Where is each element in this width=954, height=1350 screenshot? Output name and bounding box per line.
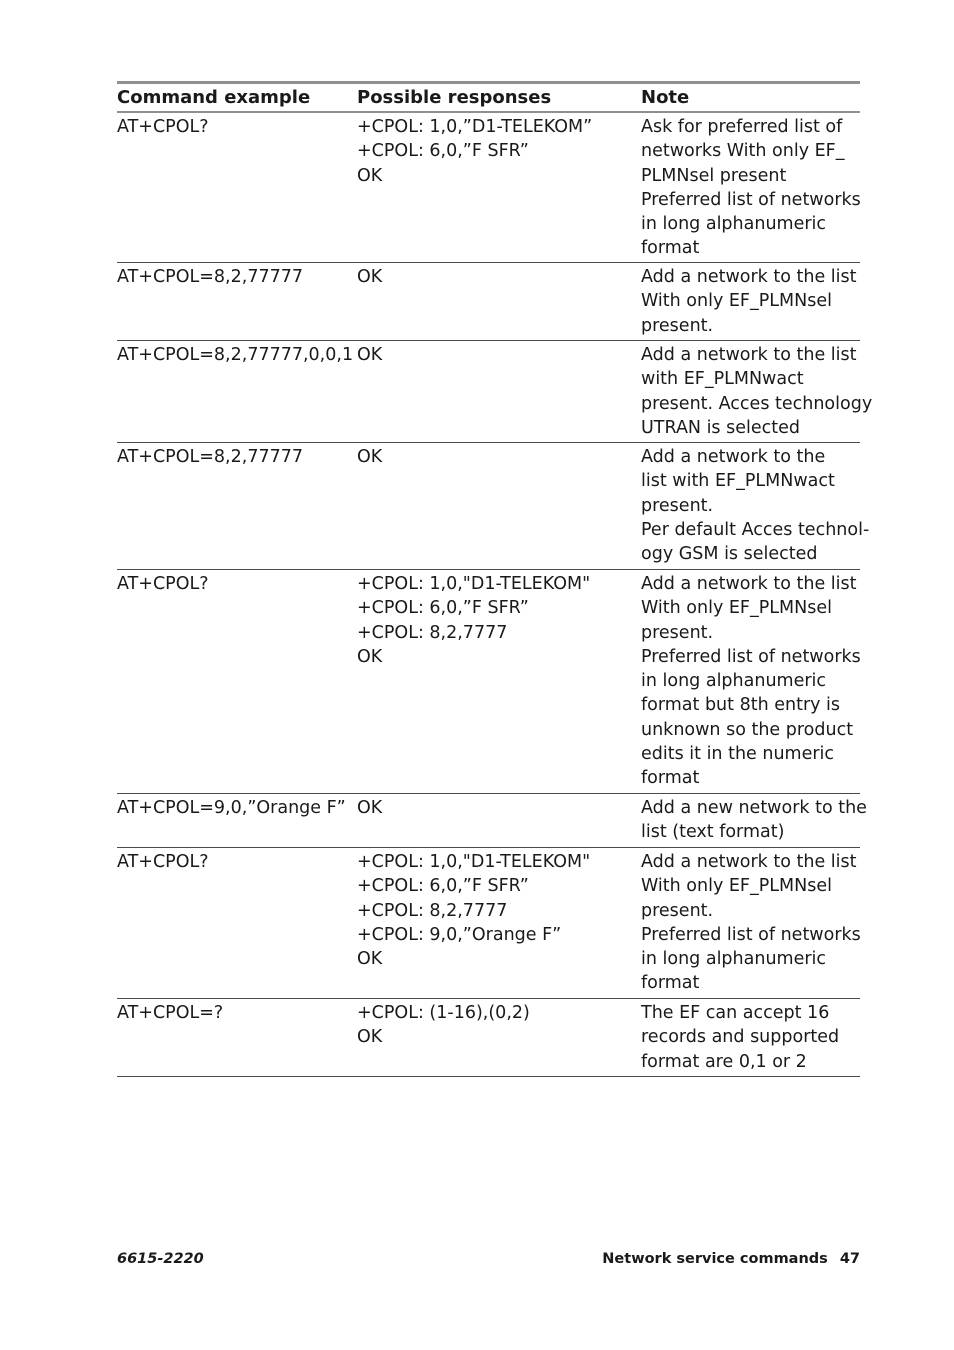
table-row xyxy=(117,113,860,263)
note-cell-line: in long alphanumeric xyxy=(641,214,827,235)
command-cell-line: AT+CPOL? xyxy=(117,117,209,137)
responses-cell xyxy=(357,1001,641,1076)
note-cell xyxy=(641,115,860,262)
at-command-table xyxy=(117,81,873,1077)
command-cell xyxy=(117,796,357,847)
responses-cell-line: +CPOL: 8,2,7777 xyxy=(357,622,508,643)
table-row xyxy=(117,999,860,1077)
note-cell-line: PLMNsel present xyxy=(641,165,787,186)
note-cell-line: format are 0,1 or 2 xyxy=(641,1051,807,1072)
note-cell-line: present. xyxy=(641,315,714,336)
command-cell-line: AT+CPOL? xyxy=(117,852,209,872)
command-cell-line: AT+CPOL=? xyxy=(117,1003,224,1023)
note-cell-line: format xyxy=(641,238,700,259)
table-header xyxy=(117,84,860,113)
responses-cell-line: +CPOL: 1,0,”D1-TELEKOM” xyxy=(357,117,593,137)
table-row xyxy=(117,263,860,341)
note-cell-line: networks With only EF_ xyxy=(641,141,845,162)
note-cell-line: Preferred list of networks xyxy=(641,924,861,945)
responses-cell-line: +CPOL: (1-16),(0,2) xyxy=(357,1003,530,1023)
note-cell-line: Preferred list of networks xyxy=(641,189,861,210)
command-cell-line: AT+CPOL=8,2,77777,0,0,1 xyxy=(117,345,354,365)
note-cell-line: edits it in the numeric xyxy=(641,744,835,765)
header-note: Note xyxy=(641,87,690,108)
responses-cell-line: OK xyxy=(357,165,383,186)
table-row xyxy=(117,341,873,443)
note-cell-line: Add a network to the xyxy=(641,447,826,467)
header-command: Command example xyxy=(117,87,311,108)
note-cell-line: Per default Acces technol- xyxy=(641,519,870,540)
responses-cell-line: +CPOL: 8,2,7777 xyxy=(357,900,508,921)
responses-cell-line: OK xyxy=(357,267,383,287)
note-cell-line: records and supported xyxy=(641,1027,840,1048)
responses-cell-line: +CPOL: 6,0,”F SFR” xyxy=(357,876,529,897)
note-cell-line: Add a network to the list xyxy=(641,574,857,594)
command-cell xyxy=(117,115,357,262)
note-cell-line: in long alphanumeric xyxy=(641,671,827,692)
note-cell-line: unknown so the product xyxy=(641,719,854,740)
table-row xyxy=(117,570,860,794)
footer-right xyxy=(602,1251,860,1267)
note-cell-line: present. xyxy=(641,622,714,643)
note-cell xyxy=(641,265,860,340)
note-cell-line: With only EF_PLMNsel xyxy=(641,598,832,619)
note-cell-line: With only EF_PLMNsel xyxy=(641,291,832,312)
page-number: 47 xyxy=(839,1251,860,1267)
header-responses: Possible responses xyxy=(357,87,552,108)
section-title: Network service commands xyxy=(602,1251,828,1267)
note-cell-line: Add a network to the list xyxy=(641,267,857,287)
note-cell-line: UTRAN is selected xyxy=(641,417,800,438)
command-cell-line: AT+CPOL? xyxy=(117,574,209,594)
responses-cell xyxy=(357,850,641,998)
responses-cell xyxy=(357,265,641,340)
table-body xyxy=(117,113,873,1077)
note-cell-line: Ask for preferred list of xyxy=(641,117,843,137)
note-cell-line: present. xyxy=(641,495,714,516)
note-cell xyxy=(641,445,870,569)
table-row xyxy=(117,848,860,999)
note-cell-line: present. Acces technology xyxy=(641,393,873,414)
command-cell-line: AT+CPOL=9,0,”Orange F” xyxy=(117,798,346,818)
table-row xyxy=(117,794,867,848)
command-cell xyxy=(117,265,357,340)
responses-cell-line: OK xyxy=(357,646,383,667)
note-cell-line: Add a new network to the xyxy=(641,798,867,818)
note-cell xyxy=(641,343,873,442)
note-cell-line: format but 8th entry is xyxy=(641,695,841,716)
responses-cell-line: OK xyxy=(357,447,383,467)
responses-cell xyxy=(357,796,641,847)
note-cell-line: Preferred list of networks xyxy=(641,646,861,667)
command-cell-line: AT+CPOL=8,2,77777 xyxy=(117,447,303,467)
command-cell xyxy=(117,850,357,998)
responses-cell-line: +CPOL: 6,0,”F SFR” xyxy=(357,598,529,619)
responses-cell-line: OK xyxy=(357,345,383,365)
note-cell xyxy=(641,850,860,998)
responses-cell xyxy=(357,445,641,569)
note-cell xyxy=(641,1001,860,1076)
note-cell-line: list with EF_PLMNwact xyxy=(641,471,835,492)
note-cell-line: With only EF_PLMNsel xyxy=(641,876,832,897)
responses-cell-line: +CPOL: 6,0,”F SFR” xyxy=(357,141,529,162)
note-cell-line: ogy GSM is selected xyxy=(641,544,818,565)
responses-cell xyxy=(357,572,641,793)
document-number: 6615-2220 xyxy=(117,1251,204,1267)
note-cell-line: Add a network to the list xyxy=(641,852,857,872)
note-cell-line: with EF_PLMNwact xyxy=(641,369,804,390)
command-cell-line: AT+CPOL=8,2,77777 xyxy=(117,267,303,287)
note-cell-line: The EF can accept 16 xyxy=(641,1003,830,1023)
responses-cell-line: OK xyxy=(357,949,383,970)
note-cell-line: present. xyxy=(641,900,714,921)
responses-cell-line: +CPOL: 9,0,”Orange F” xyxy=(357,924,562,945)
responses-cell-line: +CPOL: 1,0,"D1-TELEKOM" xyxy=(357,574,591,594)
responses-cell xyxy=(357,115,641,262)
note-cell-line: format xyxy=(641,768,700,789)
table-row xyxy=(117,443,870,570)
responses-cell-line: +CPOL: 1,0,"D1-TELEKOM" xyxy=(357,852,591,872)
note-cell-line: format xyxy=(641,973,700,994)
responses-cell-line: OK xyxy=(357,798,383,818)
command-cell xyxy=(117,1001,357,1076)
command-cell xyxy=(117,343,357,442)
command-cell xyxy=(117,445,357,569)
responses-cell-line: OK xyxy=(357,1027,383,1048)
note-cell xyxy=(641,572,860,793)
note-cell-line: list (text format) xyxy=(641,822,785,843)
command-cell xyxy=(117,572,357,793)
note-cell-line: in long alphanumeric xyxy=(641,949,827,970)
responses-cell xyxy=(357,343,641,442)
note-cell-line: Add a network to the list xyxy=(641,345,857,365)
note-cell xyxy=(641,796,867,847)
